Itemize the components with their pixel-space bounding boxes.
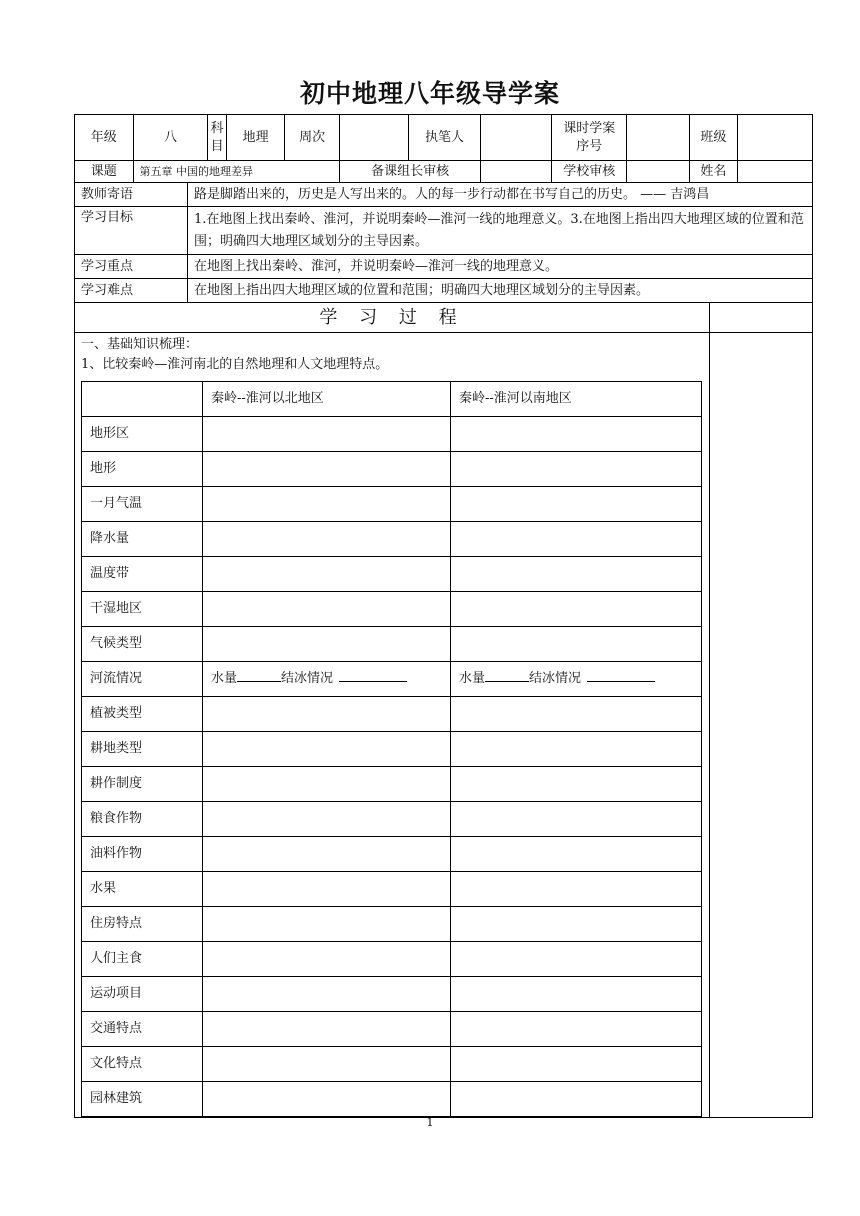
week-label: 周次 [285, 115, 339, 161]
table-row [82, 1012, 702, 1047]
cell-south[interactable] [451, 732, 702, 767]
row-label: 地形 [82, 452, 203, 487]
cell-south[interactable] [451, 767, 702, 802]
table-row [82, 802, 702, 837]
table-row [82, 872, 702, 907]
col-south-header: 秦岭--淮河以南地区 [451, 382, 702, 417]
school-review-value [627, 161, 690, 183]
table-row [82, 1047, 702, 1082]
group-review-value [481, 161, 552, 183]
cell-north[interactable] [203, 732, 451, 767]
ice-blank[interactable] [339, 667, 407, 682]
water-blank[interactable] [237, 667, 281, 682]
table-row [82, 417, 702, 452]
water-label: 水量 [459, 671, 486, 686]
table-row [82, 452, 702, 487]
cell-south[interactable] [451, 942, 702, 977]
cell-north[interactable] [203, 942, 451, 977]
author-label: 执笔人 [408, 115, 481, 161]
teacher-msg: 路是脚踏出来的，历史是人写出来的。人的每一步行动都在书写自己的历史。 —— 吉鸿昌 [188, 183, 813, 207]
table-row [82, 557, 702, 592]
difficulty-label: 学习难点 [75, 279, 188, 303]
cell-south[interactable] [451, 452, 702, 487]
row-label: 地形区 [82, 417, 203, 452]
cell-south[interactable] [451, 837, 702, 872]
cell-south[interactable] [451, 802, 702, 837]
table-row [82, 487, 702, 522]
row-label: 水果 [82, 872, 203, 907]
table-row [82, 697, 702, 732]
class-value [738, 115, 813, 161]
process-title: 学 习 过 程 [75, 303, 710, 333]
cell-north[interactable] [203, 627, 451, 662]
cell-south[interactable] [451, 1012, 702, 1047]
row-label: 粮食作物 [82, 802, 203, 837]
row-label: 温度带 [82, 557, 203, 592]
header-table [74, 114, 813, 183]
cell-north[interactable] [203, 487, 451, 522]
water-label: 水量 [211, 671, 238, 686]
cell-north[interactable] [203, 1012, 451, 1047]
cell-south[interactable] [451, 557, 702, 592]
table-row [82, 522, 702, 557]
table-row [82, 732, 702, 767]
week-value [339, 115, 408, 161]
cell-south[interactable] [451, 522, 702, 557]
ice-blank[interactable] [587, 667, 655, 682]
cell-north[interactable] [203, 662, 451, 697]
cell-south[interactable] [451, 872, 702, 907]
process-side-column [710, 333, 813, 1118]
row-label: 人们主食 [82, 942, 203, 977]
col-north-header: 秦岭--淮河以北地区 [203, 382, 451, 417]
focus-text: 在地图上找出秦岭、淮河，并说明秦岭—淮河一线的地理意义。 [188, 255, 813, 279]
table-row [82, 942, 702, 977]
table-row [82, 662, 702, 697]
cell-north[interactable] [203, 697, 451, 732]
subject-label [208, 115, 226, 161]
name-value [738, 161, 813, 183]
focus-label: 学习重点 [75, 255, 188, 279]
lesson-seq-label: 课时学案序号 [552, 115, 627, 161]
corner-cell [82, 382, 203, 417]
row-label: 一月气温 [82, 487, 203, 522]
goal-label: 学习目标 [75, 207, 188, 255]
cell-north[interactable] [203, 977, 451, 1012]
table-row [82, 592, 702, 627]
water-blank[interactable] [485, 667, 529, 682]
cell-north[interactable] [203, 907, 451, 942]
topic-value: 第五章 中国的地理差异 [133, 161, 339, 183]
row-label: 交通特点 [82, 1012, 203, 1047]
ice-label: 结冰情况 [529, 671, 582, 686]
cell-south[interactable] [451, 697, 702, 732]
school-review-label: 学校审核 [552, 161, 627, 183]
table-row [82, 907, 702, 942]
cell-north[interactable] [203, 592, 451, 627]
subject-value: 地理 [226, 115, 285, 161]
ice-label: 结冰情况 [281, 671, 334, 686]
goal-text: 1.在地图上找出秦岭、淮河，并说明秦岭—淮河一线的地理意义。3.在地图上指出四大地理区域的位置和范围；明确四大地理区域划分的主导因素。 [188, 207, 813, 255]
item-heading: 1、比较秦岭—淮河南北的自然地理和人文地理特点。 [81, 357, 389, 372]
grade-label: 年级 [75, 115, 134, 161]
group-review-label: 备课组长审核 [339, 161, 481, 183]
cell-north[interactable] [203, 1082, 451, 1117]
row-label: 降水量 [82, 522, 203, 557]
table-row [82, 1082, 702, 1117]
row-label: 气候类型 [82, 627, 203, 662]
process-side-header [710, 303, 813, 333]
grade-value: 八 [133, 115, 208, 161]
cell-south[interactable] [451, 417, 702, 452]
lesson-seq-value [627, 115, 690, 161]
row-label: 住房特点 [82, 907, 203, 942]
cell-north[interactable] [203, 872, 451, 907]
cell-north[interactable] [203, 522, 451, 557]
cell-north[interactable] [203, 767, 451, 802]
cell-south[interactable] [451, 1082, 702, 1117]
name-label: 姓名 [689, 161, 737, 183]
cell-north[interactable] [203, 557, 451, 592]
cell-south[interactable] [451, 662, 702, 697]
topic-label: 课题 [75, 161, 134, 183]
row-label: 园林建筑 [82, 1082, 203, 1117]
row-label: 植被类型 [82, 697, 203, 732]
table-row [82, 837, 702, 872]
author-value [481, 115, 552, 161]
comparison-table [81, 381, 702, 1117]
table-row [82, 977, 702, 1012]
row-label: 耕作制度 [82, 767, 203, 802]
row-label: 油料作物 [82, 837, 203, 872]
row-label: 运动项目 [82, 977, 203, 1012]
page-title: 初中地理八年级导学案 [299, 79, 560, 108]
subject-label-text: 科目 [210, 120, 224, 154]
cell-north[interactable] [203, 1047, 451, 1082]
teacher-msg-label: 教师寄语 [75, 183, 188, 207]
cell-south[interactable] [451, 1047, 702, 1082]
row-label: 河流情况 [82, 662, 203, 697]
cell-north[interactable] [203, 452, 451, 487]
cell-north[interactable] [203, 417, 451, 452]
info-table [74, 182, 813, 1118]
difficulty-text: 在地图上指出四大地理区域的位置和范围；明确四大地理区域划分的主导因素。 [188, 279, 813, 303]
cell-north[interactable] [203, 837, 451, 872]
row-label: 耕地类型 [82, 732, 203, 767]
table-row [82, 627, 702, 662]
cell-north[interactable] [203, 802, 451, 837]
cell-south[interactable] [451, 487, 702, 522]
cell-south[interactable] [451, 627, 702, 662]
cell-south[interactable] [451, 592, 702, 627]
row-label: 干湿地区 [82, 592, 203, 627]
section-heading: 一、基础知识梳理： [81, 337, 199, 352]
page-number: 1 [426, 1116, 434, 1129]
row-label: 文化特点 [82, 1047, 203, 1082]
process-body [75, 333, 710, 1118]
cell-south[interactable] [451, 977, 702, 1012]
table-row [82, 767, 702, 802]
cell-south[interactable] [451, 907, 702, 942]
class-label: 班级 [689, 115, 737, 161]
